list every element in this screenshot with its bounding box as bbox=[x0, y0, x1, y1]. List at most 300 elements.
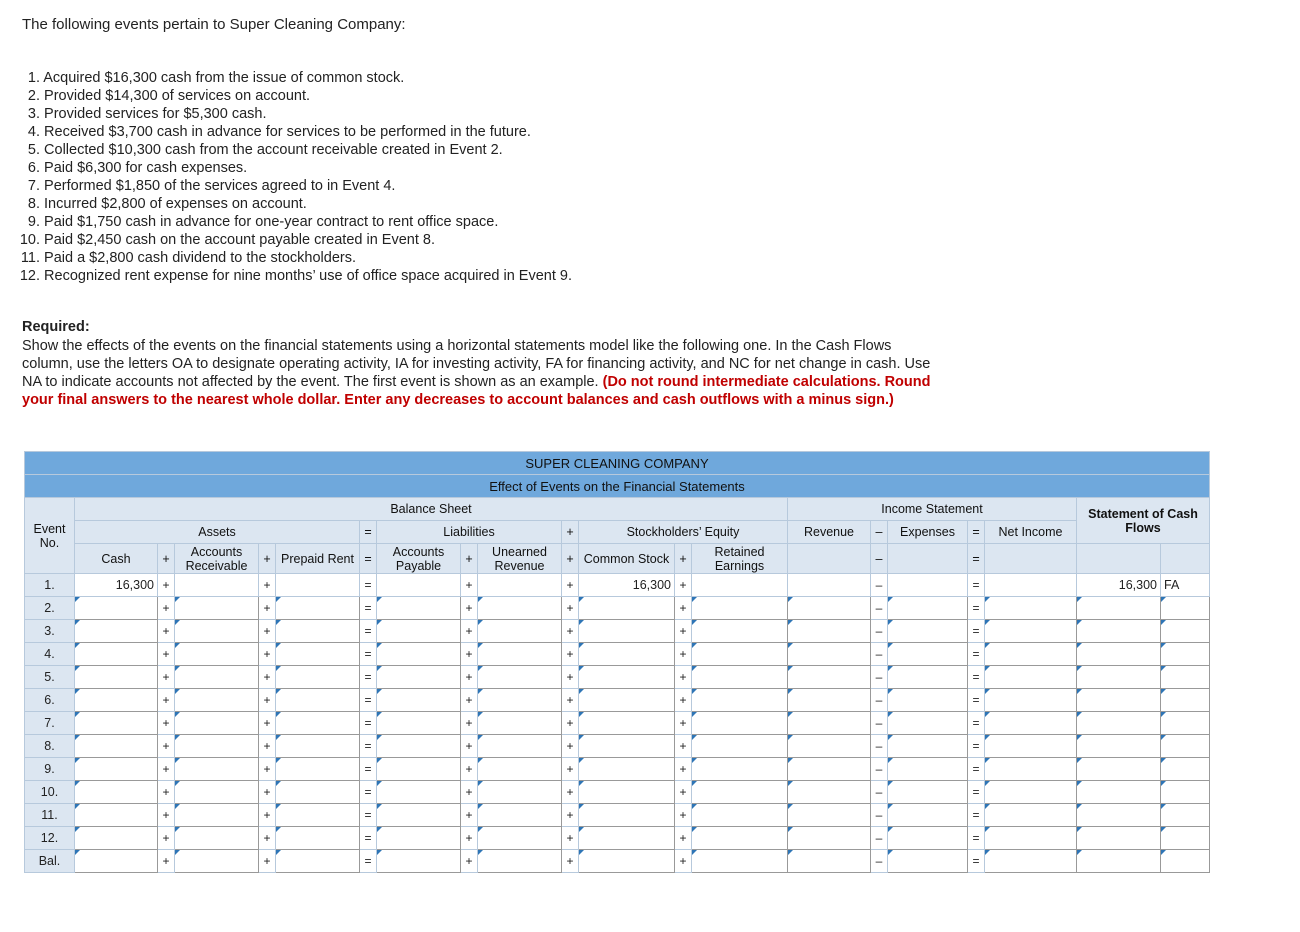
event-item-text: Performed $1,850 of the services agreed to in Event 4. bbox=[44, 178, 396, 194]
prepaid-rent-header: Prepaid Rent bbox=[276, 544, 360, 574]
minus-sign: – bbox=[871, 781, 888, 804]
equals-sign: = bbox=[360, 689, 377, 712]
cash-flow-activity: FA bbox=[1161, 574, 1210, 597]
net-income-input[interactable] bbox=[985, 735, 1077, 758]
event-item-number: 4. bbox=[27, 124, 40, 140]
table-row bbox=[25, 643, 1210, 666]
equals-sign: = bbox=[360, 758, 377, 781]
plus-sign: + bbox=[675, 544, 692, 574]
expenses-input[interactable] bbox=[888, 735, 968, 758]
accounts-payable-value bbox=[377, 574, 461, 597]
cash-flows-header: Statement of Cash Flows bbox=[1077, 498, 1210, 544]
event-item bbox=[18, 231, 572, 249]
cash-flow-activity-input[interactable] bbox=[1161, 735, 1210, 758]
retained-earnings-input[interactable] bbox=[692, 597, 788, 620]
net-income-blank bbox=[985, 544, 1077, 574]
plus-sign: + bbox=[259, 643, 276, 666]
accounts-payable-input[interactable] bbox=[377, 666, 461, 689]
prepaid-rent-input[interactable] bbox=[276, 781, 360, 804]
prepaid-rent-input[interactable] bbox=[276, 735, 360, 758]
accounts-receivable-input[interactable] bbox=[175, 758, 259, 781]
accounts-payable-input[interactable] bbox=[377, 735, 461, 758]
plus-sign: + bbox=[158, 781, 175, 804]
expenses-blank bbox=[888, 544, 968, 574]
event-number: 10. bbox=[25, 781, 75, 804]
plus-sign: + bbox=[562, 666, 579, 689]
cash-input[interactable] bbox=[75, 804, 158, 827]
common-stock-input[interactable] bbox=[579, 827, 675, 850]
unearned-revenue-input[interactable] bbox=[478, 643, 562, 666]
accounts-payable-input[interactable] bbox=[377, 689, 461, 712]
unearned-revenue-input[interactable] bbox=[478, 666, 562, 689]
expenses-input[interactable] bbox=[888, 643, 968, 666]
retained-earnings-input[interactable] bbox=[692, 712, 788, 735]
equals-sign: = bbox=[360, 827, 377, 850]
revenue-header: Revenue bbox=[788, 521, 871, 544]
header-row-accounts bbox=[25, 544, 1210, 574]
header-row-sections bbox=[25, 498, 1210, 521]
revenue-input[interactable] bbox=[788, 712, 871, 735]
cash-input[interactable] bbox=[75, 781, 158, 804]
cash-flow-amount-input[interactable] bbox=[1077, 781, 1161, 804]
cash-flow-amount-input[interactable] bbox=[1077, 643, 1161, 666]
expenses-input[interactable] bbox=[888, 758, 968, 781]
plus-sign: + bbox=[675, 620, 692, 643]
equals-sign: = bbox=[968, 712, 985, 735]
unearned-revenue-input[interactable] bbox=[478, 850, 562, 873]
common-stock-input[interactable] bbox=[579, 781, 675, 804]
revenue-input[interactable] bbox=[788, 827, 871, 850]
balance-sheet-header: Balance Sheet bbox=[75, 498, 788, 521]
net-income-input[interactable] bbox=[985, 804, 1077, 827]
expenses-input[interactable] bbox=[888, 827, 968, 850]
event-number: 9. bbox=[25, 758, 75, 781]
prepaid-rent-input[interactable] bbox=[276, 689, 360, 712]
plus-sign: + bbox=[259, 712, 276, 735]
cash-flow-activity-input[interactable] bbox=[1161, 597, 1210, 620]
plus-sign: + bbox=[675, 643, 692, 666]
accounts-payable-input[interactable] bbox=[377, 804, 461, 827]
cash-flow-amount-input[interactable] bbox=[1077, 735, 1161, 758]
table-row bbox=[25, 758, 1210, 781]
intro-text: The following events pertain to Super Cleaning Company: bbox=[22, 16, 406, 33]
cash-input[interactable] bbox=[75, 666, 158, 689]
plus-sign: + bbox=[158, 850, 175, 873]
plus-sign: + bbox=[562, 521, 579, 544]
accounts-receivable-input[interactable] bbox=[175, 804, 259, 827]
net-income-input[interactable] bbox=[985, 781, 1077, 804]
cash-flow-amount-input[interactable] bbox=[1077, 827, 1161, 850]
common-stock-input[interactable] bbox=[579, 735, 675, 758]
cash-flow-amount-input[interactable] bbox=[1077, 597, 1161, 620]
minus-sign: – bbox=[871, 666, 888, 689]
prepaid-rent-input[interactable] bbox=[276, 827, 360, 850]
equals-sign: = bbox=[360, 597, 377, 620]
unearned-revenue-input[interactable] bbox=[478, 781, 562, 804]
equals-sign: = bbox=[360, 735, 377, 758]
revenue-input[interactable] bbox=[788, 758, 871, 781]
net-income-input[interactable] bbox=[985, 689, 1077, 712]
plus-sign: + bbox=[461, 620, 478, 643]
required-emphasis: (Do not round intermediate calculations. Round your final answers to the nearest whole dollar. Enter any decreases to account balances and cash outflows with a minus sign.) bbox=[22, 374, 931, 408]
event-number: 4. bbox=[25, 643, 75, 666]
event-item bbox=[18, 141, 572, 159]
expenses-input[interactable] bbox=[888, 597, 968, 620]
plus-sign: + bbox=[158, 544, 175, 574]
revenue-input[interactable] bbox=[788, 620, 871, 643]
minus-sign: – bbox=[871, 735, 888, 758]
accounts-receivable-input[interactable] bbox=[175, 666, 259, 689]
accounts-payable-input[interactable] bbox=[377, 620, 461, 643]
equals-sign: = bbox=[968, 597, 985, 620]
common-stock-input[interactable] bbox=[579, 643, 675, 666]
revenue-input[interactable] bbox=[788, 804, 871, 827]
plus-sign: + bbox=[461, 758, 478, 781]
plus-sign: + bbox=[259, 689, 276, 712]
event-item-number: 12. bbox=[19, 268, 40, 284]
plus-sign: + bbox=[461, 712, 478, 735]
accounts-payable-input[interactable] bbox=[377, 781, 461, 804]
cash-flow-amount-input[interactable] bbox=[1077, 620, 1161, 643]
event-item-number: 5. bbox=[27, 142, 40, 158]
prepaid-rent-value bbox=[276, 574, 360, 597]
equals-sign: = bbox=[968, 643, 985, 666]
common-stock-input[interactable] bbox=[579, 597, 675, 620]
equals-sign: = bbox=[968, 850, 985, 873]
retained-earnings-input[interactable] bbox=[692, 689, 788, 712]
retained-earnings-input[interactable] bbox=[692, 758, 788, 781]
retained-earnings-input[interactable] bbox=[692, 666, 788, 689]
cash-input[interactable] bbox=[75, 689, 158, 712]
unearned-revenue-input[interactable] bbox=[478, 620, 562, 643]
cash-flow-activity-input[interactable] bbox=[1161, 781, 1210, 804]
plus-sign: + bbox=[562, 544, 579, 574]
plus-sign: + bbox=[461, 597, 478, 620]
cash-input[interactable] bbox=[75, 850, 158, 873]
unearned-revenue-input[interactable] bbox=[478, 804, 562, 827]
cash-input[interactable] bbox=[75, 758, 158, 781]
event-item-text: Acquired $16,300 cash from the issue of common stock. bbox=[43, 70, 405, 86]
equals-sign: = bbox=[968, 574, 985, 597]
accounts-payable-input[interactable] bbox=[377, 758, 461, 781]
cash-flow-activity-input[interactable] bbox=[1161, 850, 1210, 873]
unearned-revenue-input[interactable] bbox=[478, 758, 562, 781]
events-list bbox=[18, 69, 572, 285]
event-item-number: 8. bbox=[27, 196, 40, 212]
event-item bbox=[18, 177, 572, 195]
plus-sign: + bbox=[675, 597, 692, 620]
event-number: 12. bbox=[25, 827, 75, 850]
equals-sign: = bbox=[968, 521, 985, 544]
plus-sign: + bbox=[675, 758, 692, 781]
plus-sign: + bbox=[461, 735, 478, 758]
cash-input[interactable] bbox=[75, 643, 158, 666]
retained-earnings-input[interactable] bbox=[692, 804, 788, 827]
cash-input[interactable] bbox=[75, 827, 158, 850]
equals-sign: = bbox=[968, 735, 985, 758]
event-item bbox=[18, 213, 572, 231]
event-item-number: 9. bbox=[27, 214, 40, 230]
expenses-input[interactable] bbox=[888, 689, 968, 712]
equals-sign: = bbox=[360, 521, 377, 544]
table-subtitle-row bbox=[25, 475, 1210, 498]
plus-sign: + bbox=[158, 620, 175, 643]
table-row-example bbox=[25, 574, 1210, 597]
cash-flow-amount-input[interactable] bbox=[1077, 689, 1161, 712]
equals-sign: = bbox=[968, 544, 985, 574]
plus-sign: + bbox=[562, 643, 579, 666]
table-row bbox=[25, 735, 1210, 758]
table-title-row bbox=[25, 452, 1210, 475]
plus-sign: + bbox=[461, 827, 478, 850]
cash-flow-activity-input[interactable] bbox=[1161, 666, 1210, 689]
plus-sign: + bbox=[461, 781, 478, 804]
accounts-payable-input[interactable] bbox=[377, 827, 461, 850]
retained-earnings-input[interactable] bbox=[692, 620, 788, 643]
cash-flow-activity-input[interactable] bbox=[1161, 758, 1210, 781]
accounts-payable-input[interactable] bbox=[377, 597, 461, 620]
minus-sign: – bbox=[871, 643, 888, 666]
plus-sign: + bbox=[158, 643, 175, 666]
plus-sign: + bbox=[158, 689, 175, 712]
plus-sign: + bbox=[158, 735, 175, 758]
net-income-input[interactable] bbox=[985, 666, 1077, 689]
retained-earnings-input[interactable] bbox=[692, 850, 788, 873]
prepaid-rent-input[interactable] bbox=[276, 712, 360, 735]
equals-sign: = bbox=[360, 781, 377, 804]
equals-sign: = bbox=[968, 689, 985, 712]
unearned-revenue-input[interactable] bbox=[478, 597, 562, 620]
event-item-number: 7. bbox=[27, 178, 40, 194]
cash-flow-amount-input[interactable] bbox=[1077, 850, 1161, 873]
plus-sign: + bbox=[461, 850, 478, 873]
revenue-input[interactable] bbox=[788, 781, 871, 804]
accounts-receivable-input[interactable] bbox=[175, 643, 259, 666]
cash-flow-amount-input[interactable] bbox=[1077, 712, 1161, 735]
accounts-receivable-input[interactable] bbox=[175, 781, 259, 804]
net-income-input[interactable] bbox=[985, 850, 1077, 873]
cash-flow-activity-input[interactable] bbox=[1161, 804, 1210, 827]
prepaid-rent-input[interactable] bbox=[276, 758, 360, 781]
cash-flow-amount-input[interactable] bbox=[1077, 804, 1161, 827]
table-row bbox=[25, 712, 1210, 735]
common-stock-value: 16,300 bbox=[579, 574, 675, 597]
accounts-receivable-input[interactable] bbox=[175, 712, 259, 735]
revenue-input[interactable] bbox=[788, 735, 871, 758]
revenue-input[interactable] bbox=[788, 689, 871, 712]
expenses-value bbox=[888, 574, 968, 597]
common-stock-input[interactable] bbox=[579, 620, 675, 643]
accounts-receivable-input[interactable] bbox=[175, 597, 259, 620]
cash-flow-activity-input[interactable] bbox=[1161, 620, 1210, 643]
retained-earnings-header: Retained Earnings bbox=[692, 544, 788, 574]
net-income-input[interactable] bbox=[985, 597, 1077, 620]
event-number: 5. bbox=[25, 666, 75, 689]
expenses-input[interactable] bbox=[888, 781, 968, 804]
retained-earnings-input[interactable] bbox=[692, 643, 788, 666]
event-item bbox=[18, 267, 572, 285]
accounts-receivable-input[interactable] bbox=[175, 735, 259, 758]
equals-sign: = bbox=[968, 758, 985, 781]
table-row bbox=[25, 827, 1210, 850]
prepaid-rent-input[interactable] bbox=[276, 643, 360, 666]
table-subtitle: Effect of Events on the Financial Statements bbox=[25, 475, 1210, 498]
plus-sign: + bbox=[461, 574, 478, 597]
event-item-number: 3. bbox=[27, 106, 40, 122]
minus-sign: – bbox=[871, 597, 888, 620]
cash-input[interactable] bbox=[75, 712, 158, 735]
plus-sign: + bbox=[562, 850, 579, 873]
plus-sign: + bbox=[562, 689, 579, 712]
plus-sign: + bbox=[259, 758, 276, 781]
equals-sign: = bbox=[360, 804, 377, 827]
plus-sign: + bbox=[675, 804, 692, 827]
net-income-value bbox=[985, 574, 1077, 597]
expenses-input[interactable] bbox=[888, 850, 968, 873]
cash-input[interactable] bbox=[75, 620, 158, 643]
prepaid-rent-input[interactable] bbox=[276, 804, 360, 827]
plus-sign: + bbox=[562, 735, 579, 758]
unearned-revenue-input[interactable] bbox=[478, 827, 562, 850]
plus-sign: + bbox=[259, 666, 276, 689]
net-income-input[interactable] bbox=[985, 758, 1077, 781]
accounts-receivable-input[interactable] bbox=[175, 850, 259, 873]
event-item-number: 11. bbox=[20, 250, 40, 266]
cash-flow-activity-input[interactable] bbox=[1161, 643, 1210, 666]
plus-sign: + bbox=[562, 827, 579, 850]
event-item-text: Received $3,700 cash in advance for services to be performed in the future. bbox=[44, 124, 531, 140]
equals-sign: = bbox=[968, 666, 985, 689]
common-stock-input[interactable] bbox=[579, 804, 675, 827]
accounts-receivable-header: Accounts Receivable bbox=[175, 544, 259, 574]
cash-value: 16,300 bbox=[75, 574, 158, 597]
event-number: Bal. bbox=[25, 850, 75, 873]
prepaid-rent-input[interactable] bbox=[276, 620, 360, 643]
plus-sign: + bbox=[675, 827, 692, 850]
minus-sign: – bbox=[871, 827, 888, 850]
income-statement-header: Income Statement bbox=[788, 498, 1077, 521]
plus-sign: + bbox=[675, 781, 692, 804]
accounts-receivable-input[interactable] bbox=[175, 827, 259, 850]
expenses-input[interactable] bbox=[888, 712, 968, 735]
retained-earnings-input[interactable] bbox=[692, 827, 788, 850]
event-item bbox=[18, 249, 572, 267]
accounts-payable-header: Accounts Payable bbox=[377, 544, 461, 574]
common-stock-header: Common Stock bbox=[579, 544, 675, 574]
unearned-revenue-input[interactable] bbox=[478, 689, 562, 712]
cash-flow-amount-input[interactable] bbox=[1077, 666, 1161, 689]
net-income-input[interactable] bbox=[985, 827, 1077, 850]
plus-sign: + bbox=[158, 804, 175, 827]
cash-input[interactable] bbox=[75, 735, 158, 758]
event-number: 8. bbox=[25, 735, 75, 758]
common-stock-input[interactable] bbox=[579, 689, 675, 712]
revenue-input[interactable] bbox=[788, 850, 871, 873]
plus-sign: + bbox=[158, 712, 175, 735]
accounts-receivable-input[interactable] bbox=[175, 689, 259, 712]
retained-earnings-input[interactable] bbox=[692, 735, 788, 758]
retained-earnings-input[interactable] bbox=[692, 781, 788, 804]
table-row bbox=[25, 597, 1210, 620]
plus-sign: + bbox=[259, 597, 276, 620]
plus-sign: + bbox=[675, 666, 692, 689]
prepaid-rent-input[interactable] bbox=[276, 666, 360, 689]
net-income-input[interactable] bbox=[985, 712, 1077, 735]
event-item-number: 10. bbox=[19, 232, 40, 248]
event-item-text: Paid $1,750 cash in advance for one-year contract to rent office space. bbox=[44, 214, 499, 230]
net-income-input[interactable] bbox=[985, 643, 1077, 666]
prepaid-rent-input[interactable] bbox=[276, 597, 360, 620]
table-row bbox=[25, 666, 1210, 689]
plus-sign: + bbox=[158, 758, 175, 781]
revenue-input[interactable] bbox=[788, 643, 871, 666]
unearned-revenue-input[interactable] bbox=[478, 712, 562, 735]
plus-sign: + bbox=[562, 574, 579, 597]
common-stock-input[interactable] bbox=[579, 666, 675, 689]
event-no-header: Event No. bbox=[25, 498, 75, 574]
revenue-input[interactable] bbox=[788, 666, 871, 689]
equals-sign: = bbox=[360, 574, 377, 597]
prepaid-rent-input[interactable] bbox=[276, 850, 360, 873]
common-stock-input[interactable] bbox=[579, 758, 675, 781]
table-row bbox=[25, 850, 1210, 873]
plus-sign: + bbox=[675, 735, 692, 758]
revenue-blank bbox=[788, 544, 871, 574]
retained-earnings-value bbox=[692, 574, 788, 597]
expenses-input[interactable] bbox=[888, 666, 968, 689]
header-row-groups bbox=[25, 521, 1210, 544]
accounts-receivable-value bbox=[175, 574, 259, 597]
common-stock-input[interactable] bbox=[579, 712, 675, 735]
plus-sign: + bbox=[259, 544, 276, 574]
required-instructions bbox=[22, 337, 942, 409]
net-income-input[interactable] bbox=[985, 620, 1077, 643]
plus-sign: + bbox=[461, 544, 478, 574]
table-row bbox=[25, 689, 1210, 712]
event-number: 1. bbox=[25, 574, 75, 597]
expenses-input[interactable] bbox=[888, 620, 968, 643]
plus-sign: + bbox=[675, 712, 692, 735]
event-number: 11. bbox=[25, 804, 75, 827]
accounts-payable-input[interactable] bbox=[377, 643, 461, 666]
common-stock-input[interactable] bbox=[579, 850, 675, 873]
plus-sign: + bbox=[259, 735, 276, 758]
event-item-text: Collected $10,300 cash from the account receivable created in Event 2. bbox=[44, 142, 503, 158]
accounts-payable-input[interactable] bbox=[377, 850, 461, 873]
cash-flow-activity-input[interactable] bbox=[1161, 689, 1210, 712]
unearned-revenue-input[interactable] bbox=[478, 735, 562, 758]
cash-flow-activity-input[interactable] bbox=[1161, 827, 1210, 850]
plus-sign: + bbox=[158, 574, 175, 597]
equals-sign: = bbox=[968, 781, 985, 804]
cash-flow-activity-input[interactable] bbox=[1161, 712, 1210, 735]
accounts-payable-input[interactable] bbox=[377, 712, 461, 735]
minus-sign: – bbox=[871, 574, 888, 597]
table-row bbox=[25, 804, 1210, 827]
cash-input[interactable] bbox=[75, 597, 158, 620]
event-number: 6. bbox=[25, 689, 75, 712]
table-title: SUPER CLEANING COMPANY bbox=[25, 452, 1210, 475]
event-number: 3. bbox=[25, 620, 75, 643]
revenue-input[interactable] bbox=[788, 597, 871, 620]
expenses-input[interactable] bbox=[888, 804, 968, 827]
accounts-receivable-input[interactable] bbox=[175, 620, 259, 643]
equals-sign: = bbox=[360, 620, 377, 643]
cash-flow-amount: 16,300 bbox=[1077, 574, 1161, 597]
plus-sign: + bbox=[461, 666, 478, 689]
plus-sign: + bbox=[562, 804, 579, 827]
cash-flow-amount-input[interactable] bbox=[1077, 758, 1161, 781]
